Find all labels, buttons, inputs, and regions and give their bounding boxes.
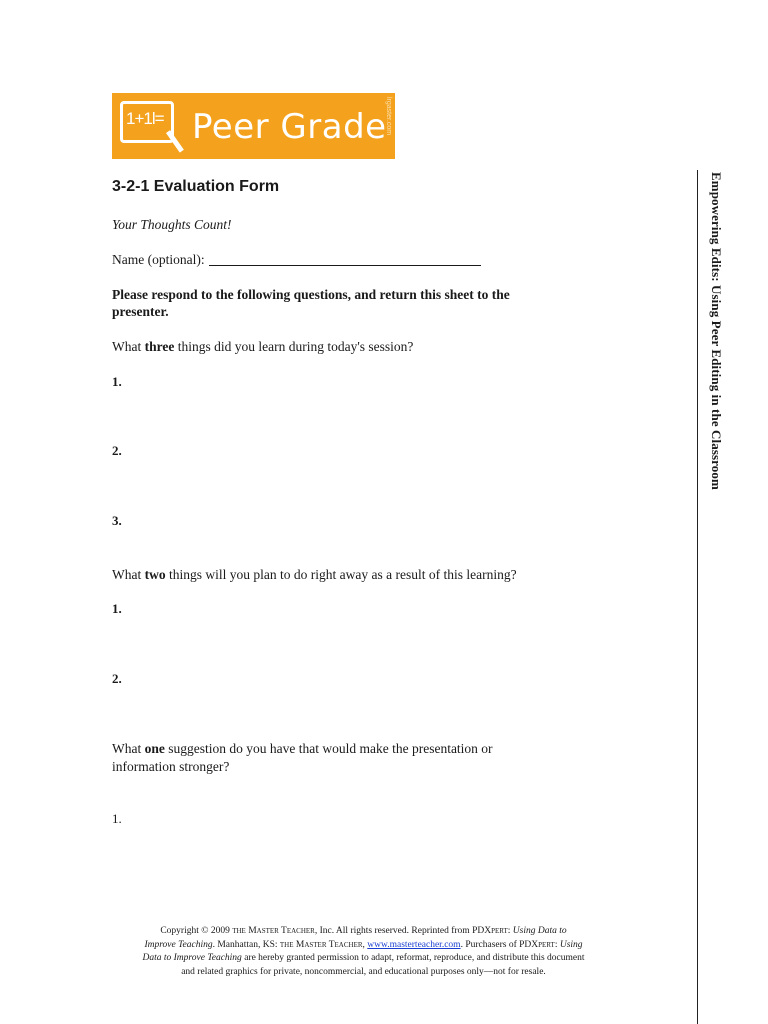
footer-title-italic: Using Data to [512,926,567,936]
answer-number[interactable]: 1. [112,374,122,389]
sidebar-divider [697,170,698,1024]
footer-text: pert [538,939,555,950]
form-title: 3-2-1 Evaluation Form [112,178,280,195]
name-row [112,252,481,268]
question-two-things [112,567,517,583]
footer-text: the Master Teacher [232,926,315,936]
answer-number[interactable]: 2. [112,671,122,686]
question-text: What [112,339,145,354]
question-emphasis: three [144,339,175,354]
footer-text: are hereby granted permission to adapt, reformat, reproduce, and distribute this document [241,953,585,964]
footer-title-italic: Data to Improve Teaching [142,953,242,964]
logo-side-text: lrgaster.com [385,97,392,136]
footer-text: , Inc. All rights reserved. Reprinted from PDX [314,926,492,936]
peer-grade-logo [112,93,395,159]
question-text: things will you plan to do right away as a result of this learning? [165,567,517,582]
question-one-suggestion [112,741,493,757]
question-emphasis: two [144,567,166,582]
answer-number[interactable]: 1. [112,811,122,826]
question-text: What [112,741,145,756]
footer-text: Copyright © 2009 [160,926,233,936]
footer-text: pert [491,926,508,936]
logo-box-icon [120,101,174,143]
footer-text: , [362,939,368,950]
logo-wordmark: Peer Grade [192,107,387,147]
footer-text: : [554,939,560,950]
masterteacher-link[interactable]: www.masterteacher.com [367,939,461,950]
instructions: Please respond to the following questions, and return this sheet to the [112,287,510,302]
question-three-things [112,339,413,355]
question-text: suggestion do you have that would make the presentation or [164,741,493,756]
question-text: things did you learn during today's session? [174,339,414,354]
subtitle: Your Thoughts Count! [112,217,232,232]
name-field[interactable] [209,265,481,266]
footer-text: . Manhattan, KS: [212,939,280,950]
footer-title-italic: Improve Teaching [144,939,213,950]
instructions-line-2: presenter. [112,304,169,319]
question-emphasis: one [144,741,165,756]
sidebar-title: Empowering Edits: Using Peer Editing in the Classroom [709,172,724,490]
footer-title-italic: Using [559,939,583,950]
name-label: Name (optional): [112,252,205,267]
question-one-suggestion-line-2: information stronger? [112,759,230,774]
logo-box-text: 1+1l= [126,109,164,128]
answer-number[interactable]: 3. [112,513,122,528]
footer-text: : [507,926,513,936]
question-text: What [112,567,145,582]
footer-text: the Master Teacher [279,939,363,950]
footer-text: . Purchasers of PDX [460,939,539,950]
copyright-footer [106,925,621,979]
footer-text: and related graphics for private, noncommercial, and educational purposes only—not for resale. [181,966,546,977]
answer-number[interactable]: 2. [112,443,122,458]
answer-number[interactable]: 1. [112,601,122,616]
